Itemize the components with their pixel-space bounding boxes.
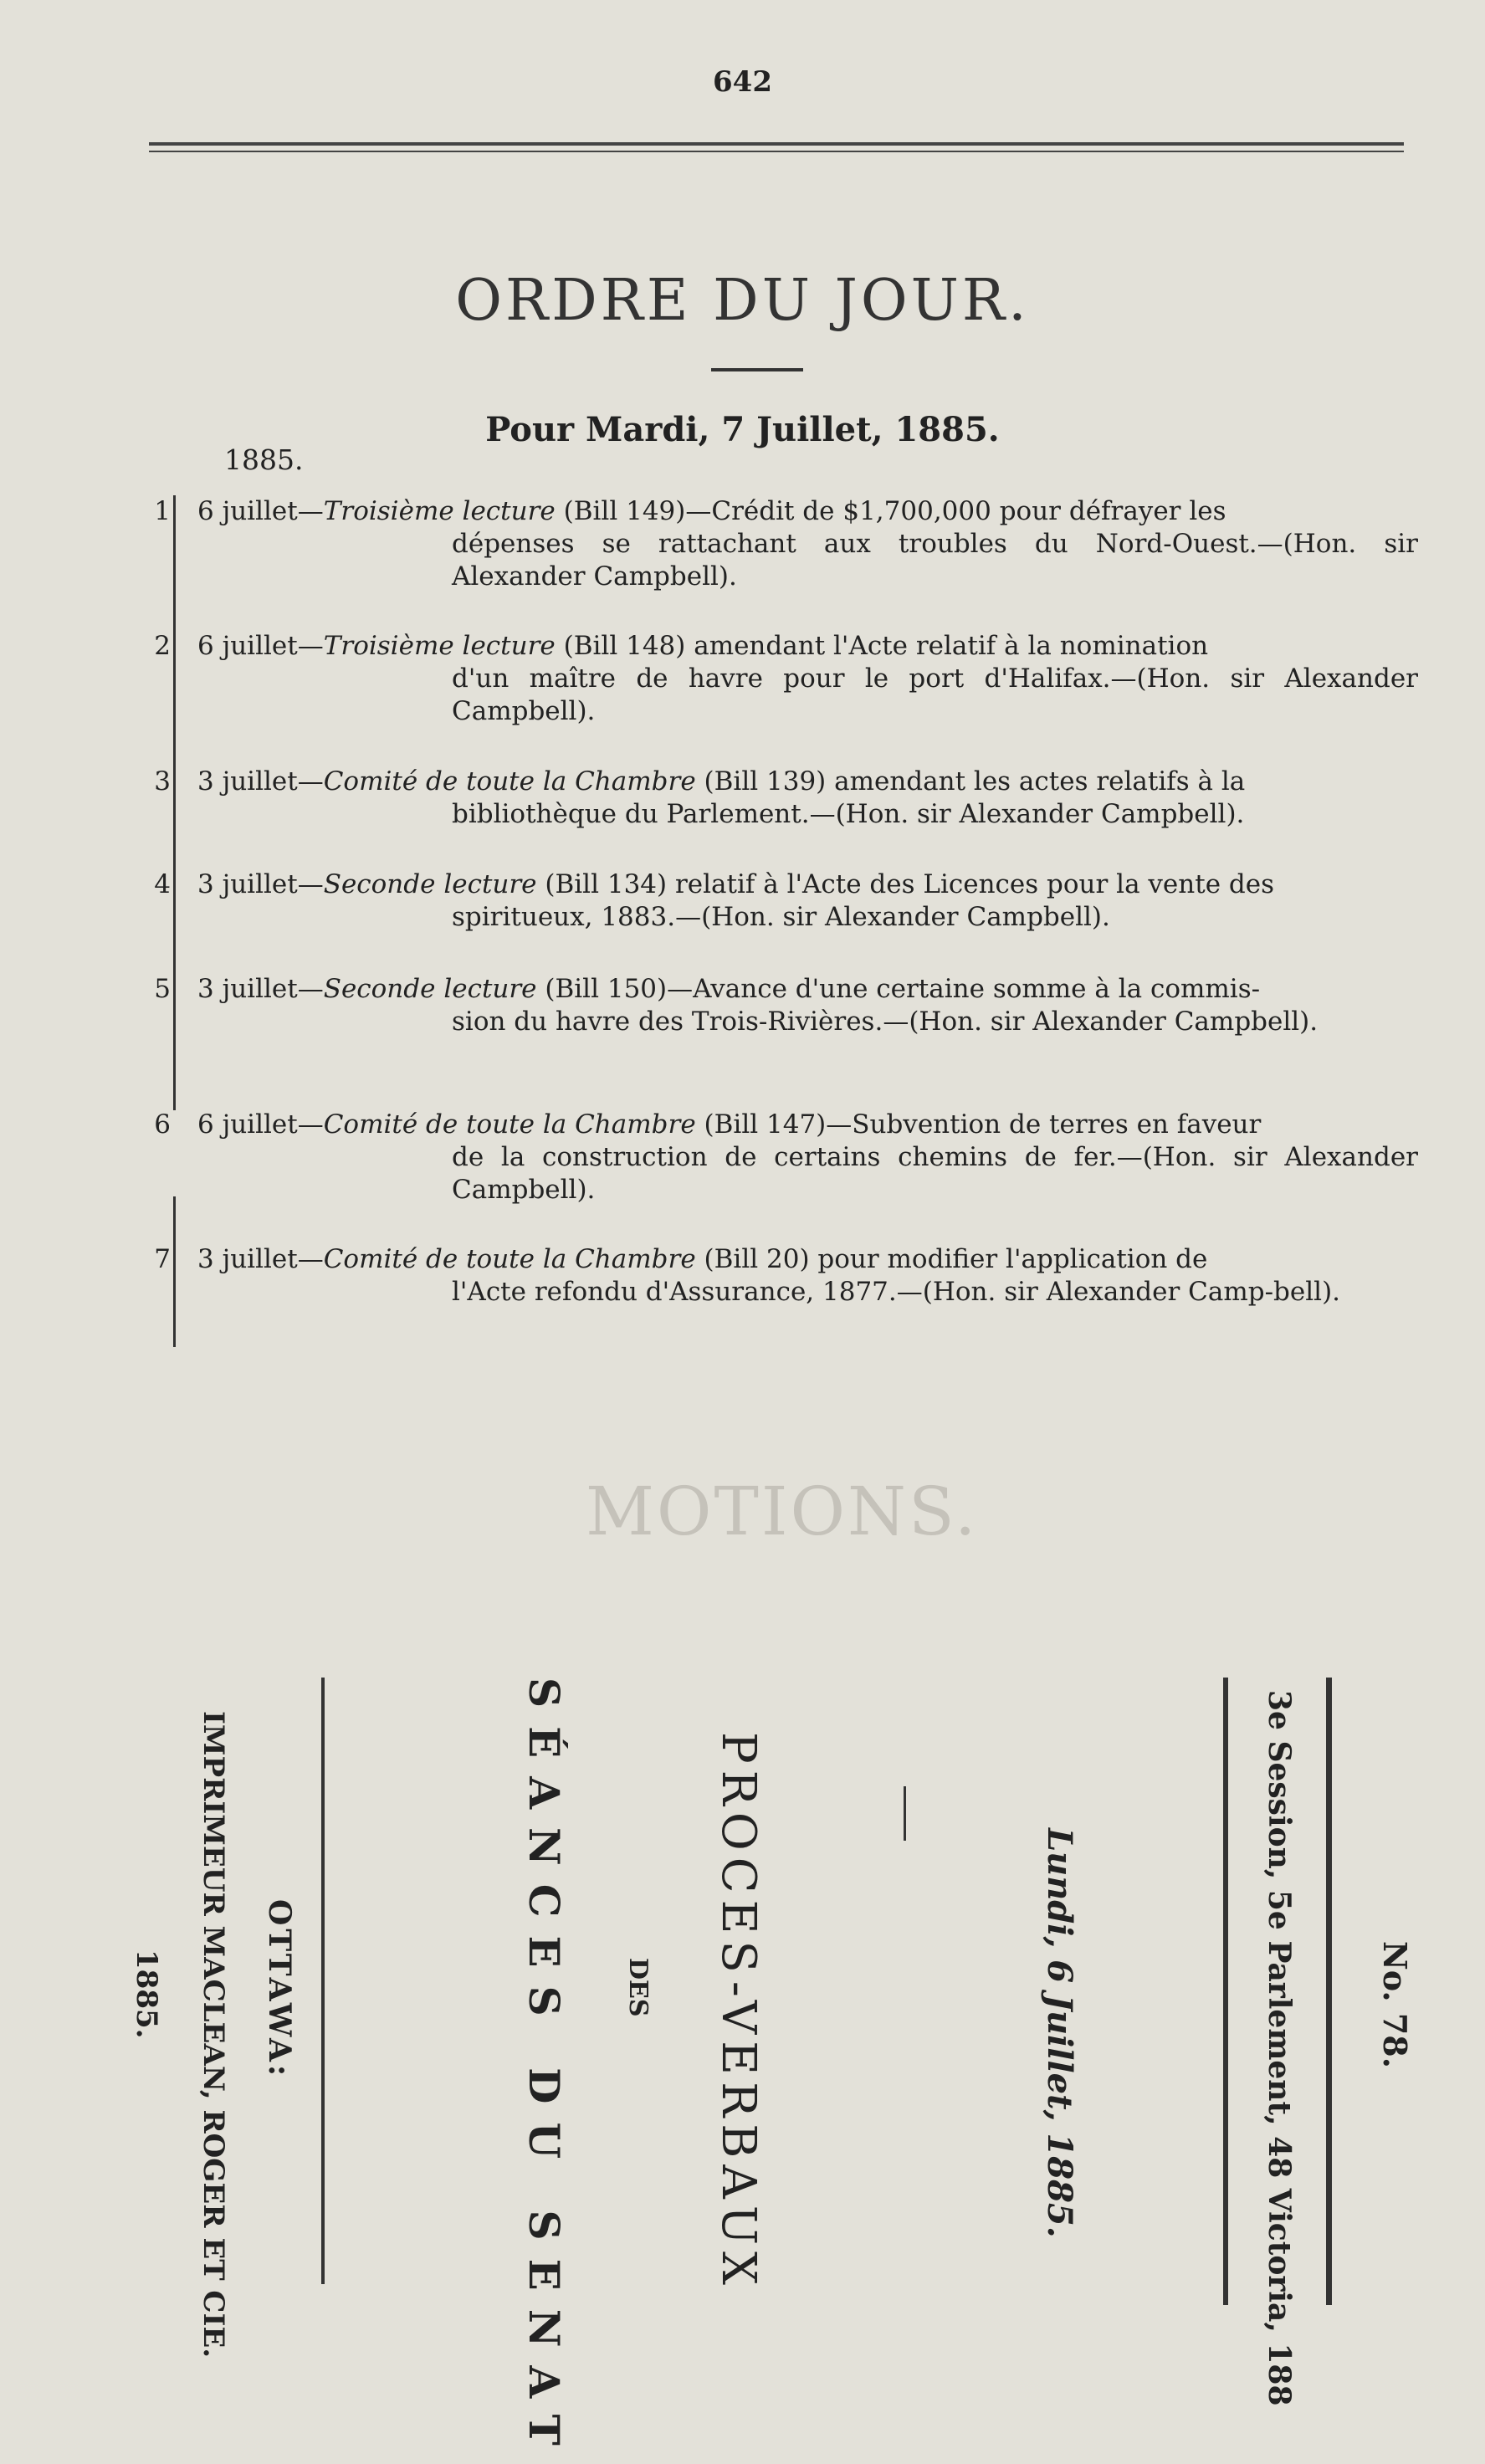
- item-stage: Seconde lecture: [323, 869, 537, 899]
- item-number: 6: [154, 1109, 171, 1140]
- item-date: 3 juillet—: [197, 766, 324, 797]
- item-first-line: [197, 766, 1418, 798]
- cover-year: 1885.: [130, 1949, 163, 2039]
- item-date: 6 juillet—: [197, 631, 324, 661]
- item-stage: Comité de toute la Chambre: [323, 766, 696, 797]
- item-stage: Troisième lecture: [323, 631, 556, 661]
- item-first-line: [197, 868, 1418, 901]
- year-label: 1885.: [224, 443, 304, 476]
- item-bill-text: (Bill 148) amendant l'Acte relatif à la nomination: [555, 631, 1209, 661]
- page-title: ORDRE DU JOUR.: [455, 268, 1030, 334]
- top-rule-thick: [149, 142, 1404, 146]
- item-continuation: dépenses se rattachant aux troubles du Nord-Ouest.—(Hon. sir Alexander Campbell).: [452, 529, 1418, 592]
- cover-printer: IMPRIMEUR MACLEAN, ROGER ET CIE.: [197, 1711, 230, 2359]
- cover-number: No. 78.: [1376, 1941, 1414, 2068]
- item-bill-text: (Bill 134) relatif à l'Acte des Licences pour la vente des: [536, 869, 1274, 899]
- item-continuation: spiritueux, 1883.—(Hon. sir Alexander Campbell).: [452, 902, 1110, 932]
- item-stage: Comité de toute la Chambre: [323, 1244, 696, 1274]
- item-number: 4: [154, 869, 171, 899]
- title-divider: [711, 368, 803, 371]
- item-first-line: [197, 495, 1418, 528]
- cover-border-right: [1326, 1678, 1332, 2305]
- cover-vertical-rule: [321, 1678, 325, 2284]
- item-number: 1: [154, 496, 171, 526]
- item-first-line: [197, 1109, 1418, 1141]
- item-first-line: [197, 1243, 1418, 1276]
- item-bill-text: (Bill 20) pour modifier l'application de: [695, 1244, 1208, 1274]
- cover-ottawa: OTTAWA:: [262, 1899, 297, 2080]
- page-number: 642: [713, 65, 772, 99]
- cover-short-rule: [904, 1786, 906, 1841]
- item-date: 3 juillet—: [197, 1244, 324, 1274]
- item-date: 3 juillet—: [197, 974, 324, 1004]
- margin-line-bottom: [173, 1196, 176, 1347]
- item-continuation: bibliothèque du Parlement.—(Hon. sir Alexander Campbell).: [452, 799, 1245, 829]
- item-date: 6 juillet—: [197, 1109, 324, 1140]
- item-stage: Troisième lecture: [323, 496, 556, 526]
- top-rule-thin: [149, 151, 1404, 152]
- cover-proces-verbaux: PROCES-VERBAUX: [711, 1732, 766, 2292]
- cover-seances: SÉANCES DU SENAT: [520, 1678, 569, 2464]
- item-date: 3 juillet—: [197, 869, 324, 899]
- item-continuation: d'un maître de havre pour le port d'Halifax.—(Hon. sir Alexander Campbell).: [452, 663, 1418, 726]
- item-stage: Comité de toute la Chambre: [323, 1109, 696, 1140]
- item-first-line: [197, 973, 1418, 1006]
- item-continuation: sion du havre des Trois-Rivières.—(Hon. sir Alexander Campbell).: [452, 1007, 1319, 1037]
- item-date: 6 juillet—: [197, 496, 324, 526]
- item-bill-text: (Bill 150)—Avance d'une certaine somme à la commis-: [536, 974, 1261, 1004]
- item-bill-text: (Bill 147)—Subvention de terres en faveur: [695, 1109, 1262, 1140]
- item-continuation: de la construction de certains chemins de fer.—(Hon. sir Alexander Campbell).: [452, 1142, 1418, 1205]
- margin-line-top: [173, 495, 176, 1110]
- ghost-motions-heading: MOTIONS.: [586, 1473, 979, 1550]
- cover-date: Lundi, 6 Juillet, 1885.: [1040, 1828, 1079, 2238]
- cover-des: DES: [623, 1958, 653, 2017]
- item-bill-text: (Bill 149)—Crédit de $1,700,000 pour défrayer les: [555, 496, 1226, 526]
- item-bill-text: (Bill 139) amendant les actes relatifs à la: [695, 766, 1246, 797]
- item-number: 5: [154, 974, 171, 1004]
- cover-border-left: [1223, 1678, 1228, 2305]
- cover-session: 3e Session, 5e Parlement, 48 Victoria, 188: [1262, 1690, 1297, 2406]
- item-stage: Seconde lecture: [323, 974, 537, 1004]
- page-subtitle: Pour Mardi, 7 Juillet, 1885.: [485, 410, 1000, 449]
- item-number: 3: [154, 766, 171, 797]
- item-continuation: l'Acte refondu d'Assurance, 1877.—(Hon. sir Alexander Camp-bell).: [452, 1277, 1341, 1307]
- item-number: 7: [154, 1244, 171, 1274]
- item-number: 2: [154, 631, 171, 661]
- item-first-line: [197, 630, 1418, 663]
